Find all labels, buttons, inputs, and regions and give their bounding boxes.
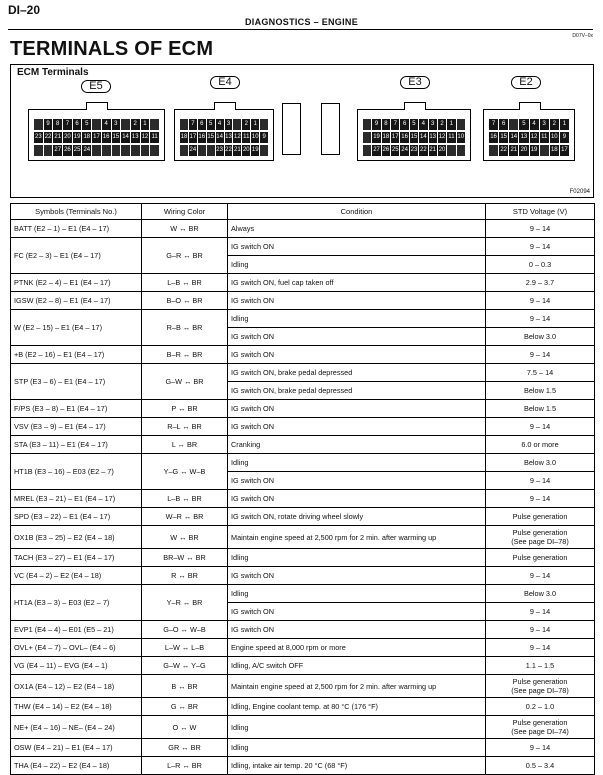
- terminal-pin: 21: [429, 145, 437, 156]
- std-voltage-cell: Pulse generation: [486, 508, 595, 526]
- std-voltage-cell: 9 – 14: [486, 310, 595, 328]
- terminal-symbol: EVP1 (E4 – 4) – E01 (E5 – 21): [11, 621, 142, 639]
- terminal-pin: 14: [509, 132, 518, 143]
- terminal-symbol: VG (E4 – 11) – EVG (E4 – 1): [11, 657, 142, 675]
- std-voltage-cell: 0.2 – 1.0: [486, 698, 595, 716]
- terminal-pin: 18: [82, 132, 91, 143]
- condition-cell: Idling: [228, 310, 486, 328]
- condition-cell: Idling, Engine coolant temp. at 80 °C (176 °F): [228, 698, 486, 716]
- condition-cell: IG switch ON, brake pedal depressed: [228, 382, 486, 400]
- terminal-pin: 19: [530, 145, 539, 156]
- wiring-color: L–R ↔ BR: [142, 757, 228, 775]
- terminal-pin: 5: [82, 119, 91, 130]
- terminal-pin: 2: [438, 119, 446, 130]
- condition-cell: Always: [228, 220, 486, 238]
- terminal-symbol: F/PS (E3 – 8) – E1 (E4 – 17): [11, 400, 142, 418]
- terminal-pin: 5: [519, 119, 528, 130]
- terminal-pin: 11: [242, 132, 250, 143]
- table-row: [11, 585, 595, 603]
- terminal-symbol: OVL+ (E4 – 7) – OVL– (E4 – 6): [11, 639, 142, 657]
- header-rule: [8, 29, 593, 30]
- std-voltage-cell: 9 – 14: [486, 603, 595, 621]
- terminal-pin: 3: [112, 119, 121, 130]
- terminal-symbol: THA (E4 – 22) – E2 (E4 – 18): [11, 757, 142, 775]
- terminal-pin: 17: [560, 145, 569, 156]
- wiring-color: B ↔ BR: [142, 675, 228, 698]
- terminal-pin: [233, 119, 241, 130]
- std-voltage-cell: Below 1.5: [486, 400, 595, 418]
- terminal-pin: 24: [400, 145, 408, 156]
- wiring-color: L–W ↔ L–B: [142, 639, 228, 657]
- std-voltage-cell: 2.9 – 3.7: [486, 274, 595, 292]
- terminal-pin: [260, 145, 268, 156]
- terminal-symbol: STP (E3 – 6) – E1 (E4 – 17): [11, 364, 142, 400]
- wiring-color: W ↔ BR: [142, 220, 228, 238]
- std-voltage-cell: 9 – 14: [486, 739, 595, 757]
- terminal-symbol: FC (E2 – 3) – E1 (E4 – 17): [11, 238, 142, 274]
- condition-cell: IG switch ON, rotate driving wheel slowly: [228, 508, 486, 526]
- terminal-symbol: MREL (E3 – 21) – E1 (E4 – 17): [11, 490, 142, 508]
- std-voltage-cell: 9 – 14: [486, 639, 595, 657]
- terminal-symbol: OX1B (E3 – 25) – E2 (E4 – 18): [11, 526, 142, 549]
- terminal-pin: 1: [447, 119, 455, 130]
- condition-cell: IG switch ON: [228, 418, 486, 436]
- terminal-pin: 21: [53, 132, 62, 143]
- terminal-pin: 25: [73, 145, 82, 156]
- terminal-pin: 22: [44, 132, 53, 143]
- terminal-pin: 14: [121, 132, 130, 143]
- condition-cell: Maintain engine speed at 2,500 rpm for 2 min. after warming up: [228, 526, 486, 549]
- terminal-pin: 4: [216, 119, 224, 130]
- terminal-pin: 9: [560, 132, 569, 143]
- terminal-symbol: OX1A (E4 – 12) – E2 (E4 – 18): [11, 675, 142, 698]
- terminal-pin: 5: [207, 119, 215, 130]
- table-row: [11, 490, 595, 508]
- wiring-color: L–B ↔ BR: [142, 274, 228, 292]
- terminal-pin: [92, 145, 101, 156]
- condition-cell: Idling: [228, 585, 486, 603]
- table-row: [11, 526, 595, 549]
- table-row: [11, 657, 595, 675]
- std-voltage-value: Pulse generation: [512, 718, 568, 727]
- terminal-pin: [34, 145, 43, 156]
- wiring-color: G ↔ BR: [142, 698, 228, 716]
- std-voltage-cell: 9 – 14: [486, 220, 595, 238]
- terminal-pin: 3: [225, 119, 233, 130]
- terminal-symbol: BATT (E2 – 1) – E1 (E4 – 17): [11, 220, 142, 238]
- terminal-pin: 16: [102, 132, 111, 143]
- connector-e4: [174, 109, 274, 161]
- table-row: [11, 508, 595, 526]
- terminal-pin: [363, 119, 371, 130]
- page-title: TERMINALS OF ECM: [10, 38, 214, 60]
- terminal-pin: 19: [251, 145, 259, 156]
- terminal-pin: 6: [400, 119, 408, 130]
- terminal-pin: 9: [44, 119, 53, 130]
- terminal-symbol: STA (E3 – 11) – E1 (E4 – 17): [11, 436, 142, 454]
- terminal-symbol: +B (E2 – 16) – E1 (E4 – 17): [11, 346, 142, 364]
- header-symbols: Symbols (Terminals No.): [11, 204, 142, 220]
- table-row: [11, 220, 595, 238]
- table-row: [11, 739, 595, 757]
- terminal-symbol: VSV (E3 – 9) – E1 (E4 – 17): [11, 418, 142, 436]
- wiring-color: Y–R ↔ BR: [142, 585, 228, 621]
- terminal-pin: 2: [242, 119, 250, 130]
- figure-code: F02094: [569, 189, 590, 195]
- terminal-pin: 15: [207, 132, 215, 143]
- table-row: [11, 436, 595, 454]
- terminal-pin: 14: [419, 132, 427, 143]
- terminal-pin: [92, 119, 101, 130]
- std-voltage-cell: [486, 716, 595, 739]
- terminal-symbol: SPD (E3 – 22) – E1 (E4 – 17): [11, 508, 142, 526]
- condition-cell: IG switch ON: [228, 400, 486, 418]
- terminal-pin: 10: [550, 132, 559, 143]
- std-voltage-cell: 1.1 – 1.5: [486, 657, 595, 675]
- terminal-pin: [207, 145, 215, 156]
- terminal-pin: 16: [198, 132, 206, 143]
- terminal-pin: 26: [63, 145, 72, 156]
- terminal-pin: 27: [53, 145, 62, 156]
- terminal-pin: [363, 145, 371, 156]
- table-row: [11, 364, 595, 382]
- terminal-pin: 26: [382, 145, 390, 156]
- ecm-housing-slot: [321, 103, 340, 155]
- std-voltage-cell: 9 – 14: [486, 418, 595, 436]
- terminal-pin: [260, 119, 268, 130]
- condition-cell: IG switch ON: [228, 472, 486, 490]
- terminal-pin: [447, 145, 455, 156]
- terminal-pin: 23: [410, 145, 418, 156]
- terminal-symbol: IGSW (E2 – 8) – E1 (E4 – 17): [11, 292, 142, 310]
- std-voltage-cell: 9 – 14: [486, 490, 595, 508]
- wiring-color: L ↔ BR: [142, 436, 228, 454]
- terminal-pin: [150, 119, 159, 130]
- terminal-pin: 12: [438, 132, 446, 143]
- condition-cell: Idling: [228, 256, 486, 274]
- wiring-color: W–R ↔ BR: [142, 508, 228, 526]
- condition-cell: Idling: [228, 739, 486, 757]
- terminal-pin: 10: [457, 132, 465, 143]
- terminal-pin: [363, 132, 371, 143]
- connector-label-e2: E2: [511, 76, 541, 89]
- ecm-terminal-table: [10, 203, 595, 775]
- terminal-pin: 24: [189, 145, 197, 156]
- table-row: [11, 675, 595, 698]
- table-row: [11, 292, 595, 310]
- wiring-color: W ↔ BR: [142, 526, 228, 549]
- terminal-pin: 2: [131, 119, 140, 130]
- std-voltage-cell: 9 – 14: [486, 238, 595, 256]
- terminal-pin: 12: [233, 132, 241, 143]
- condition-cell: IG switch ON: [228, 238, 486, 256]
- terminal-symbol: W (E2 – 15) – E1 (E4 – 17): [11, 310, 142, 346]
- terminal-pin: [121, 119, 130, 130]
- terminal-pin: 12: [530, 132, 539, 143]
- terminal-pin: 9: [260, 132, 268, 143]
- wiring-color: BR–W ↔ BR: [142, 549, 228, 567]
- std-voltage-cell: Below 3.0: [486, 585, 595, 603]
- terminal-pin: 1: [560, 119, 569, 130]
- terminal-pin: [131, 145, 140, 156]
- terminal-pin: 20: [63, 132, 72, 143]
- connector-label-e3: E3: [400, 76, 430, 89]
- terminal-pin: 2: [550, 119, 559, 130]
- terminal-symbol: PTNK (E2 – 4) – E1 (E4 – 17): [11, 274, 142, 292]
- table-row: [11, 310, 595, 328]
- terminal-pin: 16: [400, 132, 408, 143]
- connector-label-e4: E4: [210, 76, 240, 89]
- terminal-pin: [44, 145, 53, 156]
- terminal-pin: 20: [242, 145, 250, 156]
- terminal-pin: [180, 119, 188, 130]
- terminal-symbol: TACH (E3 – 27) – E1 (E4 – 17): [11, 549, 142, 567]
- condition-cell: IG switch ON: [228, 346, 486, 364]
- terminal-pin: 13: [429, 132, 437, 143]
- terminal-pin: 10: [251, 132, 259, 143]
- terminal-pin: [540, 145, 549, 156]
- terminal-pin: [180, 145, 188, 156]
- terminal-symbol: THW (E4 – 14) – E2 (E4 – 18): [11, 698, 142, 716]
- terminal-pin: 6: [499, 119, 508, 130]
- terminal-pin: 13: [225, 132, 233, 143]
- wiring-color: B–O ↔ BR: [142, 292, 228, 310]
- wiring-color: Y–G ↔ W–B: [142, 454, 228, 490]
- condition-cell: IG switch ON: [228, 490, 486, 508]
- terminal-symbol: HT1B (E3 – 16) – E03 (E2 – 7): [11, 454, 142, 490]
- std-voltage-cell: 9 – 14: [486, 346, 595, 364]
- terminal-pin: 13: [131, 132, 140, 143]
- std-voltage-cell: 9 – 14: [486, 567, 595, 585]
- terminal-pin: [457, 119, 465, 130]
- wiring-color: R–L ↔ BR: [142, 418, 228, 436]
- terminal-pin: 22: [419, 145, 427, 156]
- terminal-pin: 18: [180, 132, 188, 143]
- std-voltage-cell: 6.0 or more: [486, 436, 595, 454]
- terminal-pin: 27: [372, 145, 380, 156]
- std-voltage-value: Pulse generation: [512, 677, 568, 686]
- terminal-pin: [141, 145, 150, 156]
- terminal-pin: [34, 119, 43, 130]
- condition-cell: Engine speed at 8,000 rpm or more: [228, 639, 486, 657]
- terminal-pin: 12: [141, 132, 150, 143]
- terminal-pin: 18: [550, 145, 559, 156]
- terminal-pin: 15: [499, 132, 508, 143]
- std-voltage-cell: 7.5 – 14: [486, 364, 595, 382]
- running-header: DIAGNOSTICS – ENGINE: [244, 17, 358, 27]
- terminal-symbol: NE+ (E4 – 16) – NE– (E4 – 24): [11, 716, 142, 739]
- wiring-color: B–R ↔ BR: [142, 346, 228, 364]
- std-voltage-cell: [486, 526, 595, 549]
- wiring-color: G–W ↔ Y–G: [142, 657, 228, 675]
- terminal-pin: 15: [112, 132, 121, 143]
- std-voltage-cell: Below 3.0: [486, 328, 595, 346]
- std-voltage-cell: Pulse generation: [486, 549, 595, 567]
- table-row: [11, 567, 595, 585]
- wiring-color: R–B ↔ BR: [142, 310, 228, 346]
- std-voltage-cell: 9 – 14: [486, 292, 595, 310]
- wiring-color: G–W ↔ BR: [142, 364, 228, 400]
- table-row: [11, 418, 595, 436]
- ecm-housing-slot: [282, 103, 301, 155]
- std-voltage-cell: 9 – 14: [486, 621, 595, 639]
- terminal-pin: [112, 145, 121, 156]
- table-row: [11, 549, 595, 567]
- terminal-pin: 17: [92, 132, 101, 143]
- table-row: [11, 400, 595, 418]
- terminal-pin: 24: [82, 145, 91, 156]
- wiring-color: L–B ↔ BR: [142, 490, 228, 508]
- terminal-pin: 4: [530, 119, 539, 130]
- std-voltage-reference: (See page DI–78): [511, 537, 569, 546]
- terminal-symbol: HT1A (E3 – 3) – E03 (E2 – 7): [11, 585, 142, 621]
- condition-cell: Idling: [228, 549, 486, 567]
- std-voltage-cell: 0 – 0.3: [486, 256, 595, 274]
- terminal-pin: 14: [216, 132, 224, 143]
- section-code: D07V–0x: [572, 33, 593, 39]
- terminal-pin: 15: [410, 132, 418, 143]
- condition-cell: IG switch ON: [228, 603, 486, 621]
- terminal-pin: 22: [499, 145, 508, 156]
- terminal-pin: 5: [410, 119, 418, 130]
- wiring-color: O ↔ W: [142, 716, 228, 739]
- condition-cell: IG switch ON: [228, 567, 486, 585]
- table-row: [11, 346, 595, 364]
- header-wiring-color: Wiring Color: [142, 204, 228, 220]
- condition-cell: Maintain engine speed at 2,500 rpm for 2 min. after warming up: [228, 675, 486, 698]
- terminal-pin: 4: [419, 119, 427, 130]
- terminal-pin: [121, 145, 130, 156]
- terminal-pin: 13: [519, 132, 528, 143]
- condition-cell: Idling, intake air temp. 20 °C (68 °F): [228, 757, 486, 775]
- terminal-pin: 3: [540, 119, 549, 130]
- terminal-pin: 7: [63, 119, 72, 130]
- terminal-pin: 23: [34, 132, 43, 143]
- connector-e2: [483, 109, 575, 161]
- std-voltage-cell: 0.5 – 3.4: [486, 757, 595, 775]
- terminal-pin: [509, 119, 518, 130]
- condition-cell: Idling, A/C switch OFF: [228, 657, 486, 675]
- table-row: [11, 454, 595, 472]
- condition-cell: IG switch ON: [228, 328, 486, 346]
- terminal-pin: 19: [73, 132, 82, 143]
- condition-cell: Cranking: [228, 436, 486, 454]
- wiring-color: G–R ↔ BR: [142, 238, 228, 274]
- std-voltage-value: Pulse generation: [512, 528, 568, 537]
- terminal-pin: 11: [447, 132, 455, 143]
- table-row: [11, 621, 595, 639]
- connector-label-e5: E5: [81, 80, 111, 93]
- terminal-pin: 7: [189, 119, 197, 130]
- condition-cell: IG switch ON, brake pedal depressed: [228, 364, 486, 382]
- wiring-color: GR ↔ BR: [142, 739, 228, 757]
- terminal-pin: 1: [141, 119, 150, 130]
- figure-title: ECM Terminals: [17, 67, 89, 78]
- condition-cell: Idling: [228, 454, 486, 472]
- terminal-pin: [102, 145, 111, 156]
- std-voltage-reference: (See page DI–74): [511, 727, 569, 736]
- condition-cell: IG switch ON, fuel cap taken off: [228, 274, 486, 292]
- terminal-pin: 11: [540, 132, 549, 143]
- terminal-symbol: VC (E4 – 2) – E2 (E4 – 18): [11, 567, 142, 585]
- table-row: [11, 639, 595, 657]
- header-condition: Condition: [228, 204, 486, 220]
- std-voltage-cell: [486, 675, 595, 698]
- std-voltage-cell: Below 3.0: [486, 454, 595, 472]
- terminal-symbol: OSW (E4 – 21) – E1 (E4 – 17): [11, 739, 142, 757]
- terminal-pin: 18: [382, 132, 390, 143]
- terminal-pin: 20: [438, 145, 446, 156]
- terminal-pin: 7: [489, 119, 498, 130]
- table-row: [11, 238, 595, 256]
- condition-cell: Idling: [228, 716, 486, 739]
- terminal-pin: 22: [225, 145, 233, 156]
- terminal-pin: 21: [233, 145, 241, 156]
- page-number: DI–20: [8, 3, 41, 17]
- table-header-row: [11, 204, 595, 220]
- terminal-pin: 7: [391, 119, 399, 130]
- wiring-color: G–O ↔ W–B: [142, 621, 228, 639]
- terminal-pin: 19: [372, 132, 380, 143]
- std-voltage-cell: 9 – 14: [486, 472, 595, 490]
- terminal-pin: 1: [251, 119, 259, 130]
- table-row: [11, 716, 595, 739]
- terminal-pin: 8: [53, 119, 62, 130]
- wiring-color: R ↔ BR: [142, 567, 228, 585]
- terminal-pin: [457, 145, 465, 156]
- terminal-pin: [150, 145, 159, 156]
- terminal-pin: 6: [73, 119, 82, 130]
- std-voltage-cell: Below 1.5: [486, 382, 595, 400]
- terminal-pin: [198, 145, 206, 156]
- terminal-pin: 9: [372, 119, 380, 130]
- terminal-pin: 17: [189, 132, 197, 143]
- condition-cell: IG switch ON: [228, 292, 486, 310]
- condition-cell: IG switch ON: [228, 621, 486, 639]
- terminal-pin: 23: [216, 145, 224, 156]
- terminal-pin: 20: [519, 145, 528, 156]
- std-voltage-reference: (See page DI–78): [511, 686, 569, 695]
- terminal-pin: 8: [382, 119, 390, 130]
- terminal-pin: 11: [150, 132, 159, 143]
- ecm-terminals-figure: [10, 64, 594, 198]
- connector-e5: [28, 109, 165, 161]
- terminal-pin: [489, 145, 498, 156]
- terminal-pin: 6: [198, 119, 206, 130]
- table-row: [11, 698, 595, 716]
- connector-e3: [357, 109, 471, 161]
- wiring-color: P ↔ BR: [142, 400, 228, 418]
- terminal-pin: 21: [509, 145, 518, 156]
- header-std-voltage: STD Voltage (V): [486, 204, 595, 220]
- terminal-pin: 16: [489, 132, 498, 143]
- terminal-pin: 25: [391, 145, 399, 156]
- terminal-pin: 3: [429, 119, 437, 130]
- terminal-pin: 4: [102, 119, 111, 130]
- table-row: [11, 757, 595, 775]
- terminal-pin: 17: [391, 132, 399, 143]
- table-row: [11, 274, 595, 292]
